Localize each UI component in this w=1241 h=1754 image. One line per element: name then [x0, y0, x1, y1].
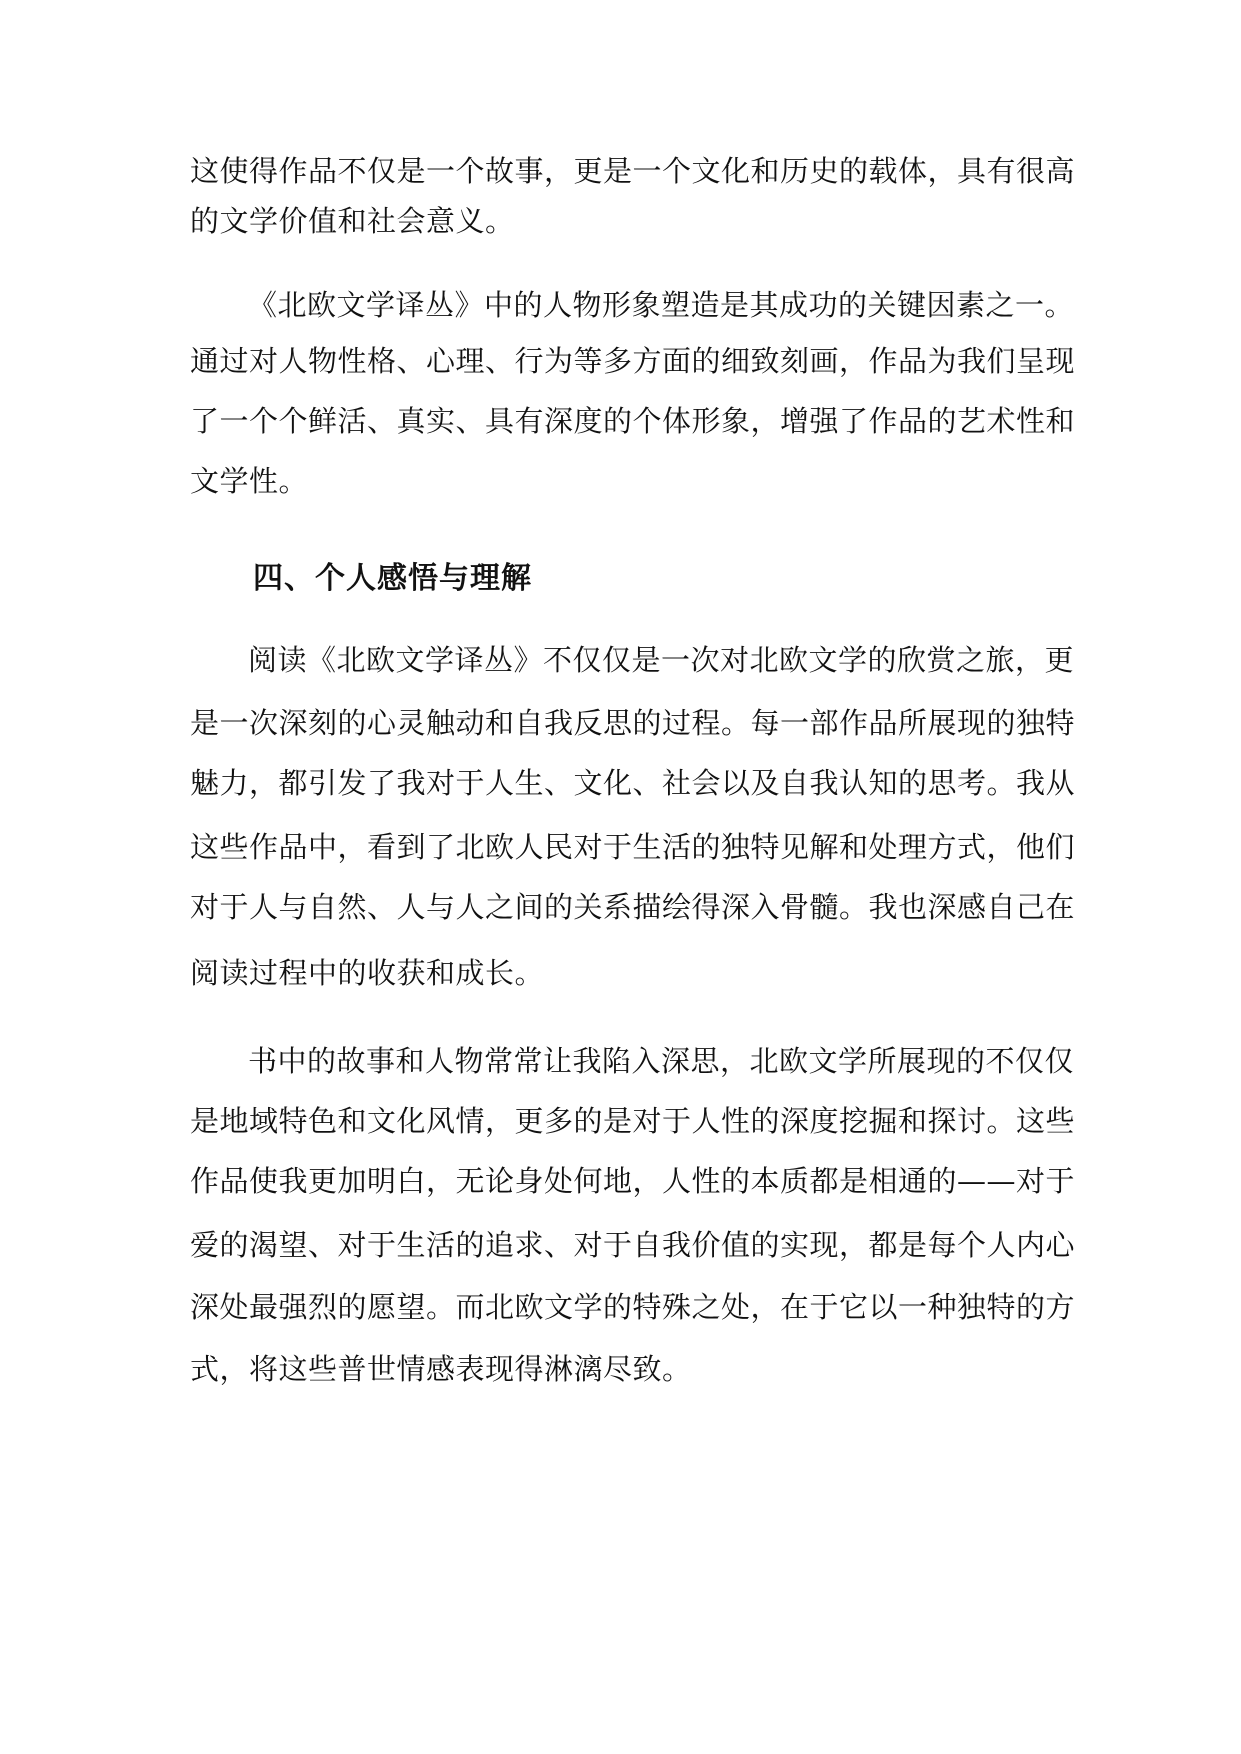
paragraph-2-line-4: 文学性。	[190, 464, 309, 498]
paragraph-3-line-1: 阅读《北欧文学译丛》不仅仅是一次对北欧文学的欣赏之旅，更	[248, 643, 1075, 677]
paragraph-3-line-4: 这些作品中，看到了北欧人民对于生活的独特见解和处理方式，他们	[190, 830, 1076, 864]
paragraph-2-line-3: 了一个个鲜活、真实、具有深度的个体形象，增强了作品的艺术性和	[190, 404, 1076, 438]
paragraph-2-line-1: 《北欧文学译丛》中的人物形象塑造是其成功的关键因素之一。	[248, 288, 1075, 322]
paragraph-3-line-3: 魅力，都引发了我对于人生、文化、社会以及自我认知的思考。我从	[190, 766, 1076, 800]
paragraph-1-line-1: 这使得作品不仅是一个故事，更是一个文化和历史的载体，具有很高	[190, 154, 1076, 188]
paragraph-1-line-2: 的文学价值和社会意义。	[190, 204, 515, 238]
section-heading: 四、个人感悟与理解	[253, 561, 532, 596]
paragraph-2-line-2: 通过对人物性格、心理、行为等多方面的细致刻画，作品为我们呈现	[190, 344, 1076, 378]
paragraph-4-line-1: 书中的故事和人物常常让我陷入深思，北欧文学所展现的不仅仅	[248, 1044, 1075, 1078]
paragraph-4-line-4: 爱的渴望、对于生活的追求、对于自我价值的实现，都是每个人内心	[190, 1228, 1076, 1262]
paragraph-4-line-6: 式，将这些普世情感表现得淋漓尽致。	[190, 1352, 692, 1386]
paragraph-3-line-5: 对于人与自然、人与人之间的关系描绘得深入骨髓。我也深感自己在	[190, 890, 1076, 924]
paragraph-3-line-2: 是一次深刻的心灵触动和自我反思的过程。每一部作品所展现的独特	[190, 706, 1076, 740]
paragraph-3-line-6: 阅读过程中的收获和成长。	[190, 956, 545, 990]
paragraph-4-line-3: 作品使我更加明白，无论身处何地，人性的本质都是相通的——对于	[190, 1164, 1076, 1198]
paragraph-4-line-2: 是地域特色和文化风情，更多的是对于人性的深度挖掘和探讨。这些	[190, 1104, 1076, 1138]
paragraph-4-line-5: 深处最强烈的愿望。而北欧文学的特殊之处，在于它以一种独特的方	[190, 1290, 1076, 1324]
